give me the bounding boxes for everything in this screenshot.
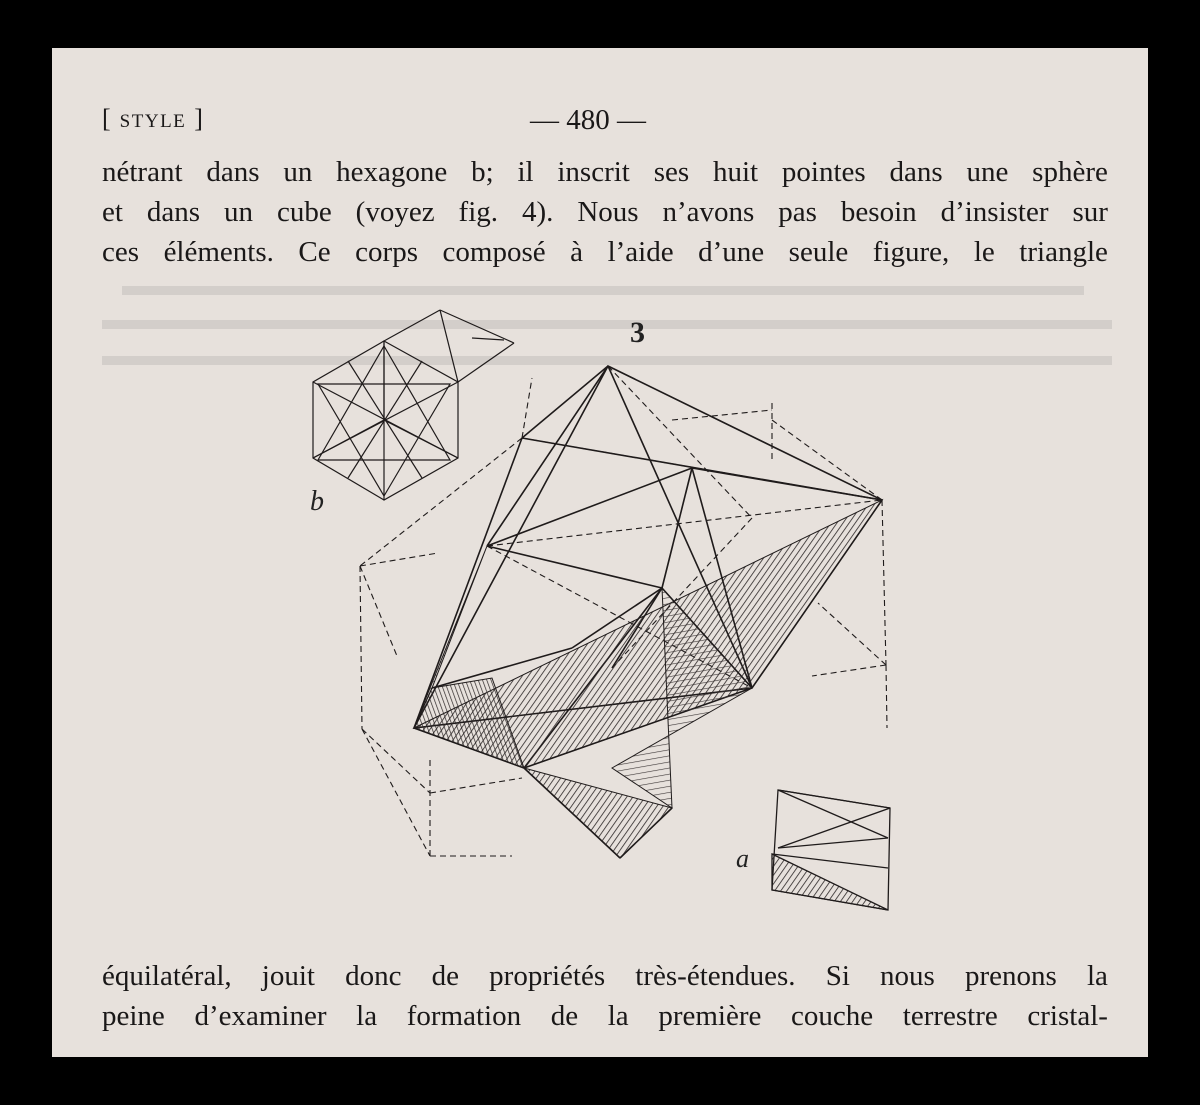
small-figure-a [772, 790, 890, 910]
section-name: STYLE [119, 111, 187, 132]
text-line: équilatéral, jouit donc de propriétés très-étendues. Si nous prenons la [102, 960, 1108, 992]
bleed-through [102, 286, 1112, 365]
page-number: — 480 — [530, 104, 646, 136]
text-line: ces éléments. Ce corps composé à l’aide d’une seule figure, le triangle [102, 236, 1108, 268]
section-bracket-open: [ [102, 104, 112, 133]
figure-label-b: b [310, 486, 324, 517]
text-line: peine d’examiner la formation de la première couche terrestre cristal- [102, 1000, 1108, 1032]
text-line: et dans un cube (voyez fig. 4). Nous n’avons pas besoin d’insister sur [102, 196, 1108, 228]
figure-label-a: a [736, 844, 749, 873]
book-page [52, 48, 1148, 1057]
figure-number: 3 [630, 316, 645, 349]
crystal-figure [52, 48, 1148, 1057]
section-bracket-close: ] [194, 104, 204, 133]
hexagon-b [313, 310, 514, 500]
body-text-bottom [102, 956, 1108, 1036]
text-line: nétrant dans un hexagone b; il inscrit ses huit pointes dans une sphère [102, 156, 1108, 188]
dashed-construction-lines [360, 366, 887, 856]
